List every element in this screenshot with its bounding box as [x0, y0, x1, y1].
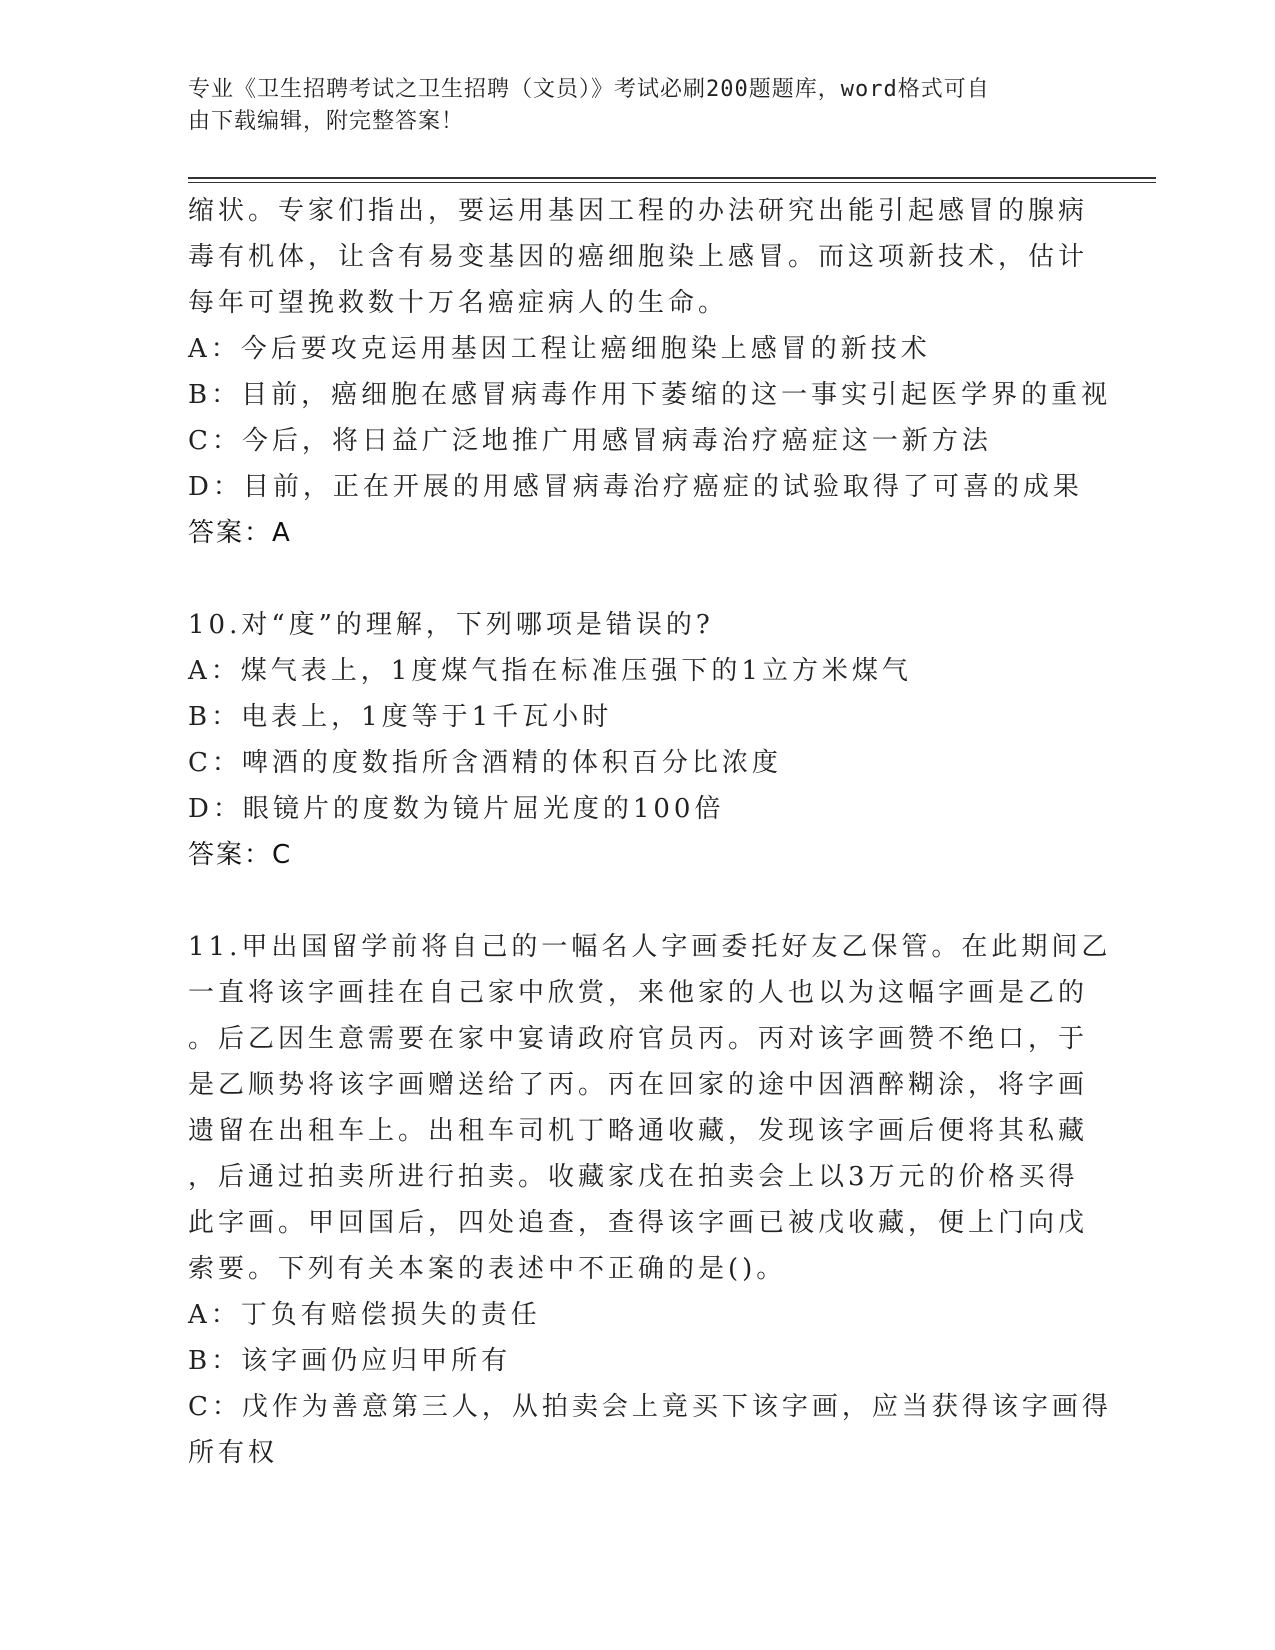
option-b: B：目前，癌细胞在感冒病毒作用下萎缩的这一事实引起医学界的重视 [188, 380, 1112, 410]
option-c: C：啤酒的度数指所含酒精的体积百分比浓度 [188, 748, 782, 778]
question-stem-line: ，后通过拍卖所进行拍卖。收藏家戊在拍卖会上以3万元的价格买得 [188, 1162, 1079, 1192]
question-stem-line: 10.对“度”的理解，下列哪项是错误的? [188, 610, 714, 640]
question-stem-line: 此字画。甲回国后，四处追查，查得该字画已被戊收藏，便上门向戊 [188, 1208, 1089, 1238]
answer-line: 答案：A [188, 518, 292, 548]
question-stem-line: 一直将该字画挂在自己家中欣赏，来他家的人也以为这幅字画是乙的 [188, 978, 1089, 1008]
question-stem-line: 遗留在出租车上。出租车司机丁略通收藏，发现该字画后便将其私藏 [188, 1116, 1089, 1146]
question-stem-line: 是乙顺势将该字画赠送给了丙。丙在回家的途中因酒醉糊涂，将字画 [188, 1070, 1089, 1100]
question-stem-line: 索要。下列有关本案的表述中不正确的是()。 [188, 1254, 787, 1284]
option-b: B：电表上，1度等于1千瓦小时 [188, 702, 613, 732]
spacer [188, 556, 1088, 602]
option-c: C：今后，将日益广泛地推广用感冒病毒治疗癌症这一新方法 [188, 426, 992, 456]
spacer [188, 878, 1088, 924]
question-10 [188, 602, 1088, 878]
option-c: C：戊作为善意第三人，从拍卖会上竟买下该字画，应当获得该字画得 [188, 1392, 1112, 1422]
document-header [188, 74, 1088, 138]
header-line-2: 由下载编辑，附完整答案！ [188, 109, 465, 134]
header-divider-thin [188, 182, 1156, 183]
question-stem-line: 每年可望挽救数十万名癌症病人的生命。 [188, 288, 729, 318]
document-body [188, 188, 1112, 1476]
question-stem-line: 。后乙因生意需要在家中宴请政府官员丙。丙对该字画赞不绝口，于 [188, 1024, 1089, 1054]
header-divider [188, 177, 1156, 179]
question-stem-line: 缩状。专家们指出，要运用基因工程的办法研究出能引起感冒的腺病 [188, 196, 1089, 226]
header-line-1: 专业《卫生招聘考试之卫生招聘（文员）》考试必刷200题题库，word格式可自 [188, 77, 990, 102]
question-stem-line: 11.甲出国留学前将自己的一幅名人字画委托好友乙保管。在此期间乙 [188, 932, 1112, 962]
option-a: A：煤气表上，1度煤气指在标准压强下的1立方米煤气 [188, 656, 912, 686]
question-stem-line: 毒有机体，让含有易变基因的癌细胞染上感冒。而这项新技术，估计 [188, 242, 1089, 272]
question-9 [188, 188, 1112, 556]
answer-line: 答案：C [188, 840, 293, 870]
option-a: A：丁负有赔偿损失的责任 [188, 1300, 541, 1330]
option-a: A：今后要攻克运用基因工程让癌细胞染上感冒的新技术 [188, 334, 931, 364]
option-d: D：目前，正在开展的用感冒病毒治疗癌症的试验取得了可喜的成果 [188, 472, 1083, 502]
option-b: B：该字画仍应归甲所有 [188, 1346, 512, 1376]
option-c-continued: 所有权 [188, 1438, 279, 1468]
option-d: D：眼镜片的度数为镜片屈光度的100倍 [188, 794, 725, 824]
question-11 [188, 924, 1112, 1476]
